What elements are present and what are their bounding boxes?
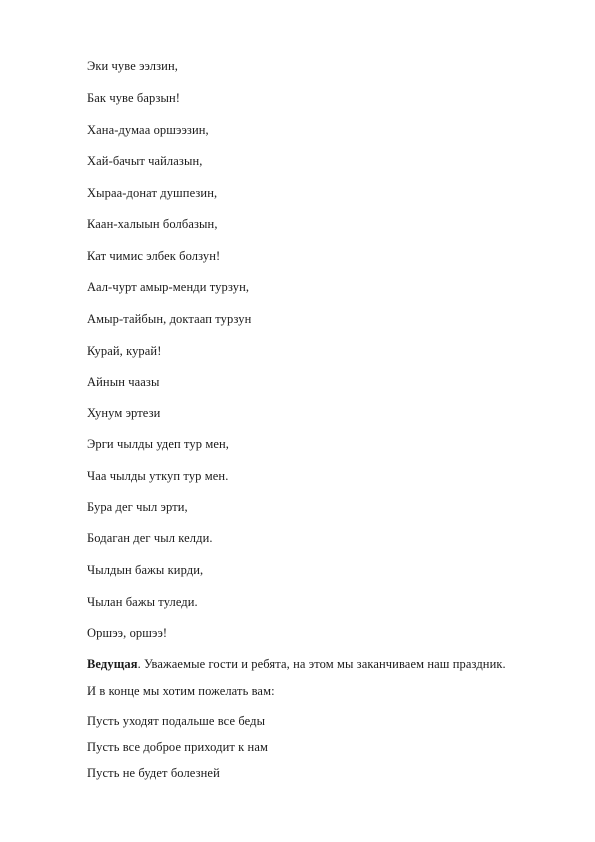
- poem-line: Бак чуве барзын!: [87, 91, 181, 105]
- poem-line: Хыраа-донат душпезин,: [87, 186, 218, 200]
- poem-line: Аал-чурт амыр-менди турзун,: [87, 280, 250, 294]
- poem-line: Кат чимис элбек болзун!: [87, 249, 221, 263]
- host-speech-line-2: И в конце мы хотим пожелать вам:: [87, 684, 275, 698]
- wish-line: Пусть уходят подальше все беды: [87, 714, 266, 728]
- host-speech-text: . Уважаемые гости и ребята, на этом мы заканчиваем наш праздник.: [137, 657, 506, 671]
- poem-line: Хай-бачыт чайлазын,: [87, 154, 203, 168]
- poem-line: Амыр-тайбын, доктаап турзун: [87, 312, 252, 326]
- poem-line: Чылан бажы туледи.: [87, 595, 198, 609]
- poem-line: Эрги чылды удеп тур мен,: [87, 437, 230, 451]
- wish-line: Пусть не будет болезней: [87, 766, 220, 780]
- host-speech-line: [87, 656, 506, 672]
- poem-line: Чаа чылды уткуп тур мен.: [87, 469, 229, 483]
- poem-line: Бура дег чыл эрти,: [87, 500, 188, 514]
- poem-line: Хана-думаа оршээзин,: [87, 123, 209, 137]
- poem-line: Эки чуве ээлзин,: [87, 59, 178, 73]
- poem-line: Айнын чаазы: [87, 375, 160, 389]
- speaker-name: Ведущая: [87, 657, 138, 671]
- poem-line: Бодаган дег чыл келди.: [87, 531, 213, 545]
- poem-line: Курай, курай!: [87, 344, 162, 358]
- poem-line: Каан-халыын болбазын,: [87, 217, 218, 231]
- poem-line: Чылдын бажы кирди,: [87, 563, 204, 577]
- poem-line: Хунум эртези: [87, 406, 161, 420]
- poem-line: Оршээ, оршээ!: [87, 626, 168, 640]
- wish-line: Пусть все доброе приходит к нам: [87, 740, 268, 754]
